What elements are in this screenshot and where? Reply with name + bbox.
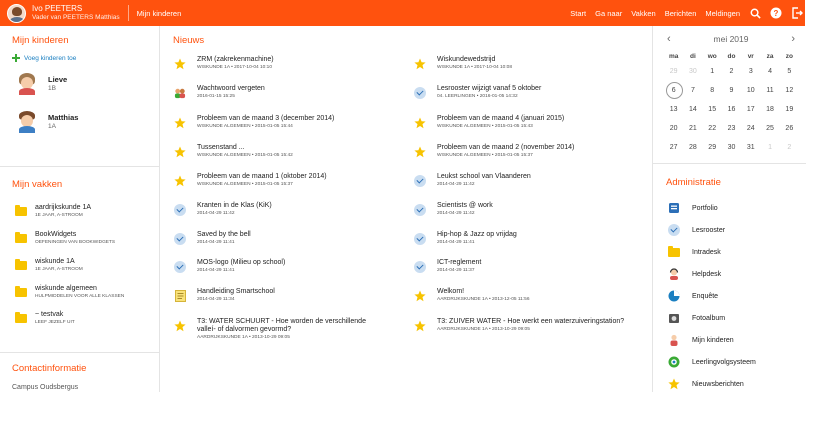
child-icon	[668, 334, 680, 346]
news-meta: AARDRIJKSKUNDE 1A • 2013-12-05 11:56	[437, 297, 530, 302]
news-item[interactable]	[174, 56, 406, 72]
help-icon[interactable]	[770, 7, 782, 19]
news-item[interactable]	[174, 231, 406, 247]
calendar-day[interactable]: 15	[708, 106, 717, 113]
calendar-day[interactable]: 12	[785, 87, 794, 94]
admin-item-label: Portfolio	[692, 204, 718, 212]
news-meta: 2016-01-15 15:25	[197, 94, 235, 99]
news-item[interactable]	[414, 144, 646, 160]
child-avatar	[17, 111, 37, 133]
news-meta: 2014-04-29 11:34	[197, 297, 235, 302]
news-meta: WISKUNDE ALGEMEEN • 2015-01-05 15:42	[197, 153, 293, 158]
star-icon	[414, 117, 426, 129]
news-meta: WISKUNDE 1A • 2017-10-04 10:10	[197, 65, 273, 70]
news-title: Probleem van de maand 2 (november 2014)	[437, 144, 575, 151]
news-meta: 2014-04-29 11:37	[437, 268, 475, 273]
admin-item[interactable]	[668, 202, 718, 214]
calendar-day[interactable]: 20	[669, 125, 678, 132]
admin-item-label: Mijn kinderen	[692, 336, 734, 344]
news-item[interactable]	[414, 259, 646, 275]
news-title: MOS-logo (Milieu op school)	[197, 259, 286, 266]
child-item-matthias[interactable]	[17, 111, 78, 133]
course-item[interactable]	[15, 258, 83, 274]
clock-icon	[174, 261, 186, 273]
admin-item[interactable]	[668, 334, 734, 346]
calendar-day[interactable]: 2	[729, 68, 734, 75]
calendar-day[interactable]: 13	[669, 106, 678, 113]
note-icon	[174, 290, 186, 302]
calendar-day[interactable]: 24	[746, 125, 755, 132]
calendar-day[interactable]: 4	[768, 68, 772, 75]
people-icon	[174, 87, 186, 99]
child-item-lieve[interactable]	[17, 73, 67, 95]
calendar-day[interactable]: 26	[785, 125, 794, 132]
news-item[interactable]	[174, 115, 406, 131]
admin-item[interactable]	[668, 378, 744, 390]
tracking-icon	[668, 356, 680, 368]
admin-item[interactable]	[668, 356, 756, 368]
news-item[interactable]	[414, 318, 646, 334]
calendar-day[interactable]: 7	[690, 87, 695, 94]
calendar-next-button[interactable]: ›	[791, 33, 795, 45]
camera-icon	[668, 312, 680, 324]
news-item[interactable]	[174, 202, 406, 218]
star-icon	[174, 58, 186, 70]
folder-icon	[668, 246, 680, 258]
calendar-grid	[664, 50, 799, 157]
course-name: wiskunde 1A	[35, 258, 75, 265]
child-avatar	[17, 73, 37, 95]
calendar-weekday: za	[766, 52, 774, 60]
contactinformatie-title: Contactinformatie	[12, 363, 87, 374]
course-subtitle: 1E JAAR, A-STROOM	[35, 267, 83, 272]
clock-icon	[414, 175, 426, 187]
course-subtitle: HULPMIDDELEN VOOR ALLE KLASSEN	[35, 294, 125, 299]
course-item[interactable]	[15, 311, 75, 327]
news-item[interactable]	[174, 85, 406, 101]
news-title: T3: WATER SCHUURT - Hoe worden de verschillende	[197, 318, 366, 325]
news-title: Kranten in de Klas (KiK)	[197, 202, 272, 209]
admin-item-label: Enquête	[692, 292, 719, 300]
course-subtitle: 1E JAAR, A-STROOM	[35, 213, 83, 218]
news-item[interactable]	[174, 259, 406, 275]
news-meta: 2014-04-29 11:42	[437, 211, 475, 216]
admin-item[interactable]	[668, 312, 725, 324]
user-name: Ivo PEETERS	[32, 4, 83, 13]
news-meta: 2014-04-29 11:42	[197, 211, 235, 216]
star-icon	[174, 146, 186, 158]
news-title: Probleem van de maand 3 (december 2014)	[197, 115, 335, 122]
calendar-prev-button[interactable]: ‹	[667, 33, 671, 45]
portfolio-icon	[668, 202, 680, 214]
course-subtitle: OEFENINGEN VAN BOOKWIDGETS	[35, 240, 116, 245]
admin-item-label: Intradesk	[692, 248, 721, 256]
child-class: 1A	[48, 123, 56, 130]
course-subtitle: LEEF JEZELF UIT	[35, 320, 75, 325]
news-item[interactable]	[174, 144, 406, 160]
news-title: Saved by the bell	[197, 231, 251, 238]
star-icon	[174, 320, 186, 332]
user-role: Vader van PEETERS Matthias	[32, 14, 120, 21]
news-meta: WISKUNDE ALGEMEEN • 2015-01-05 15:37	[197, 182, 293, 187]
top-nav	[561, 0, 803, 26]
admin-item-label: Nieuwsberichten	[692, 380, 744, 388]
news-title: Wachtwoord vergeten	[197, 85, 265, 92]
mijn-kinderen-title: Mijn kinderen	[12, 35, 69, 46]
calendar-day[interactable]: 19	[785, 106, 794, 113]
news-meta: 2014-04-29 11:41	[437, 240, 475, 245]
calendar-day[interactable]: 30	[727, 144, 736, 151]
news-title: ICT-reglement	[437, 259, 482, 266]
calendar-weekday: ma	[668, 52, 679, 60]
admin-item-label: Lesrooster	[692, 226, 726, 234]
top-divider	[128, 5, 129, 21]
clock-icon	[414, 233, 426, 245]
calendar-weekday: do	[727, 52, 736, 60]
logout-icon[interactable]	[791, 7, 803, 19]
news-title: Probleem van de maand 4 (januari 2015)	[437, 115, 565, 122]
child-class: 1B	[48, 85, 56, 92]
news-title: Hip-hop & Jazz op vrijdag	[437, 231, 517, 238]
helpdesk-icon	[668, 268, 680, 280]
admin-item-label: Fotoalbum	[692, 314, 726, 322]
news-title: Leukst school van Vlaanderen	[437, 173, 531, 180]
news-title-line2: valleí- of dalvormen gevormd?	[197, 326, 292, 333]
calendar-header	[667, 33, 795, 45]
calendar-day[interactable]: 22	[708, 125, 717, 132]
calendar-weekday: wo	[707, 52, 717, 60]
clock-icon	[414, 261, 426, 273]
nieuws-title: Nieuws	[173, 35, 205, 46]
nav-meldingen[interactable]: Meldingen	[705, 8, 740, 18]
search-icon[interactable]	[749, 7, 761, 19]
course-name: wiskunde algemeen	[35, 285, 97, 292]
nav-start[interactable]: Start	[570, 8, 587, 18]
folder-icon	[15, 261, 27, 270]
calendar-day[interactable]: 31	[746, 144, 755, 151]
calendar-weekday: di	[690, 52, 696, 60]
clock-icon	[174, 204, 186, 216]
child-name: Lieve	[48, 75, 68, 84]
course-item[interactable]	[15, 285, 124, 301]
news-item[interactable]	[414, 202, 646, 218]
news-meta: AARDRIJKSKUNDE 1A • 2013-10-29 09:05	[197, 335, 290, 340]
news-item[interactable]	[414, 288, 646, 304]
calendar-day[interactable]: 28	[689, 144, 697, 151]
news-title: Probleem van de maand 1 (oktober 2014)	[197, 173, 327, 180]
news-title: ZRM (zakrekenmachine)	[197, 56, 274, 63]
news-panel	[160, 26, 652, 392]
calendar-day[interactable]: 14	[689, 106, 697, 113]
calendar-day[interactable]: 9	[729, 87, 734, 94]
star-icon	[414, 146, 426, 158]
divider	[0, 166, 159, 167]
admin-item[interactable]	[668, 290, 718, 302]
news-title: Welkom!	[437, 288, 465, 295]
divider	[653, 163, 806, 164]
left-sidebar	[0, 26, 160, 392]
user-info[interactable]	[32, 4, 120, 22]
news-meta: 2014-04-29 11:41	[197, 240, 235, 245]
user-avatar[interactable]	[7, 4, 26, 23]
svg-text:?: ?	[773, 9, 779, 18]
admin-item-label: Helpdesk	[692, 270, 722, 278]
news-title: Tussenstand ...	[197, 144, 245, 151]
child-name: Matthias	[48, 113, 79, 122]
calendar-day[interactable]: 11	[766, 87, 774, 94]
folder-icon	[15, 314, 27, 323]
calendar-day[interactable]: 23	[727, 125, 736, 132]
news-item[interactable]	[174, 288, 406, 304]
news-title: T3: ZUIVER WATER - Hoe werkt een waterzuiveringstation?	[437, 318, 625, 325]
add-child-link[interactable]	[12, 54, 76, 62]
calendar-day[interactable]: 2	[787, 144, 792, 151]
folder-icon	[15, 207, 27, 216]
admin-item[interactable]	[668, 224, 725, 236]
calendar-day[interactable]: 29	[708, 144, 717, 151]
calendar-day[interactable]: 29	[669, 68, 678, 75]
news-title: Scientists @ work	[437, 202, 493, 209]
clock-icon	[414, 87, 426, 99]
admin-item[interactable]	[668, 268, 721, 280]
course-item[interactable]	[15, 204, 91, 220]
news-item[interactable]	[414, 85, 646, 101]
administratie-title: Administratie	[666, 177, 721, 188]
calendar-day[interactable]: 10	[746, 87, 755, 94]
divider	[0, 352, 159, 353]
calendar-day[interactable]: 17	[746, 106, 755, 113]
nav-ga-naar[interactable]: Ga naar	[595, 8, 623, 18]
nav-berichten[interactable]: Berichten	[664, 8, 697, 18]
calendar-day[interactable]: 3	[748, 68, 753, 75]
clock-icon	[414, 204, 426, 216]
news-meta: WISKUNDE 1A • 2017-10-04 10:08	[437, 65, 513, 70]
mijn-vakken-title: Mijn vakken	[12, 179, 63, 190]
poll-icon	[668, 290, 680, 302]
calendar-day[interactable]: 6	[664, 87, 683, 94]
star-icon	[414, 58, 426, 70]
calendar-day[interactable]: 21	[689, 125, 697, 132]
news-title: Handleiding Smartschool	[197, 288, 275, 295]
news-item[interactable]	[174, 318, 406, 342]
news-meta: WISKUNDE ALGEMEEN • 2015-01-05 15:44	[197, 124, 293, 129]
news-meta: 2014-04-29 11:42	[437, 182, 475, 187]
news-meta: WISKUNDE ALGEMEEN • 2015-01-05 15:43	[437, 124, 533, 129]
star-icon	[174, 175, 186, 187]
course-name: BookWidgets	[35, 231, 77, 238]
star-icon	[174, 117, 186, 129]
news-meta: WISKUNDE ALGEMEEN • 2015-01-05 15:37	[437, 153, 533, 158]
course-item[interactable]	[15, 231, 115, 247]
calendar-month: mei 2019	[713, 34, 749, 44]
calendar-day[interactable]: 8	[710, 87, 715, 94]
calendar-weekday: zo	[785, 52, 793, 60]
star-icon	[668, 378, 680, 390]
calendar-day[interactable]: 1	[768, 144, 772, 151]
nav-vakken[interactable]: Vakken	[631, 8, 656, 18]
star-icon	[414, 320, 426, 332]
news-meta: AARDRIJKSKUNDE 1A • 2013-10-29 09:05	[437, 327, 530, 332]
news-item[interactable]	[414, 115, 646, 131]
news-meta: 2014-04-29 11:41	[197, 268, 235, 273]
news-title: Wiskundewedstrijd	[437, 56, 496, 63]
calendar-day[interactable]: 25	[766, 125, 774, 132]
course-name: ~ testvak	[35, 311, 64, 318]
plus-icon	[12, 54, 20, 62]
admin-item-label: Leerlingvolgsysteem	[692, 358, 756, 366]
clock-icon	[174, 233, 186, 245]
calendar-day[interactable]: 16	[727, 106, 736, 113]
news-item[interactable]	[414, 231, 646, 247]
clock-icon	[668, 224, 680, 236]
calendar-day[interactable]: 30	[689, 68, 697, 75]
calendar-day[interactable]: 5	[787, 68, 792, 75]
mijn-kinderen-link[interactable]: Mijn kinderen	[136, 8, 182, 18]
admin-item[interactable]	[668, 246, 721, 258]
news-title: Lesrooster wijzigt vanaf 5 oktober	[437, 85, 542, 92]
star-icon	[414, 290, 426, 302]
top-bar	[0, 0, 805, 26]
add-child-label: Voeg kinderen toe	[24, 54, 77, 62]
news-item[interactable]	[174, 173, 406, 189]
right-sidebar	[652, 26, 805, 392]
calendar-day[interactable]: 18	[766, 106, 774, 113]
folder-icon	[15, 234, 27, 243]
calendar-weekday: vr	[747, 52, 754, 60]
campus-name: Campus Oudsbergus	[12, 384, 79, 391]
news-item[interactable]	[414, 173, 646, 189]
folder-icon	[15, 288, 27, 297]
news-meta: 04. LEERLINGEN • 2016-01-05 14:32	[437, 94, 518, 99]
calendar-day[interactable]: 1	[710, 68, 715, 75]
calendar-day[interactable]: 27	[669, 144, 678, 151]
course-name: aardrijkskunde 1A	[35, 204, 92, 211]
news-item[interactable]	[414, 56, 646, 72]
